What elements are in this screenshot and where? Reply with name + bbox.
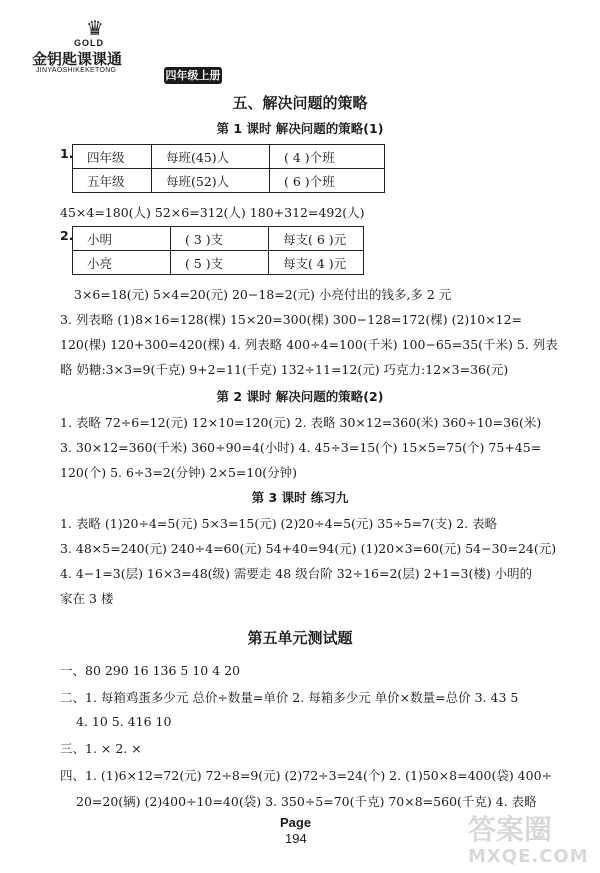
brand-pinyin: JINYAOSHIKEKETONG — [36, 67, 117, 74]
answer-line: 四、1. (1)6×12=72(元) 72÷8=9(元) (2)72÷3=24(个) 2. (1)50×8=400(袋) 400÷ — [60, 768, 553, 783]
table-cell: ( 4 )个班 — [270, 145, 385, 169]
lesson2-title: 第 2 课时 解决问题的策略(2) — [216, 389, 384, 404]
brand-name: 金钥匙课课通 — [32, 50, 123, 68]
answer-line: 一、80 290 16 136 5 10 4 20 — [60, 663, 241, 678]
table-cell: ( 6 )个班 — [270, 169, 385, 193]
answer-line: 3. 30×12=360(千米) 360÷90=4(小时) 4. 45÷3=15(个) 15×5=75(个) 75+45= — [60, 440, 542, 455]
answer-line: 4. 4−1=3(层) 16×3=48(级) 需要走 48 级台阶 32÷16=2(层) 2+1=3(楼) 小明的 — [60, 566, 533, 581]
class-count-table — [72, 144, 385, 193]
logo-gold-text: GOLD — [74, 38, 104, 48]
table-row — [73, 251, 364, 275]
pen-price-table — [72, 226, 364, 275]
section-title: 五、解决问题的策略 — [232, 94, 368, 112]
lesson1-title: 第 1 课时 解决问题的策略(1) — [216, 121, 384, 136]
answer-line: 三、1. × 2. × — [60, 741, 142, 756]
table-cell: 小亮 — [73, 251, 171, 275]
answer-line: 1. 表略 72÷6=12(元) 12×10=120(元) 2. 表略 30×12=360(米) 360÷10=36(米) — [60, 415, 542, 430]
table-cell: ( 5 )支 — [171, 251, 269, 275]
answer-line: 45×4=180(人) 52×6=312(人) 180+312=492(人) — [60, 205, 365, 220]
watermark-logo: 答案圈 — [468, 813, 553, 846]
answer-line: 1. 表略 (1)20÷4=5(元) 5×3=15(元) (2)20÷4=5(元) 35÷5=7(支) 2. 表略 — [60, 516, 498, 531]
watermark-url: MXQE.COM — [468, 846, 589, 867]
answer-line: 120(棵) 120+300=420(棵) 4. 列表略 400÷4=100(千米) 100−65=35(千米) 5. 列表 — [60, 337, 558, 352]
unit-test-title: 第五单元测试题 — [247, 629, 353, 647]
crown-icon: ♛ — [86, 16, 104, 40]
table-cell: 每支( 6 )元 — [269, 227, 364, 251]
table-cell: 五年级 — [73, 169, 152, 193]
answer-line: 二、1. 每箱鸡蛋多少元 总价÷数量=单价 2. 每箱多少元 单价×数量=总价 3. 43 5 — [60, 690, 519, 705]
lesson3-title: 第 3 课时 练习九 — [251, 490, 349, 505]
answer-line: 略 奶糖:3×3=9(千克) 9+2=11(千克) 132÷11=12(元) 巧克力:12×3=36(元) — [60, 362, 509, 377]
answer-line: 3×6=18(元) 5×4=20(元) 20−18=2(元) 小亮付出的钱多,多 2 元 — [74, 287, 452, 302]
answer-line: 3. 48×5=240(元) 240÷4=60(元) 54+40=94(元) (1)20×3=60(元) 54−30=24(元) — [60, 541, 557, 556]
page-label: Page — [280, 815, 312, 830]
page-number: 194 — [285, 831, 307, 846]
answer-line: 20=20(辆) (2)400÷10=40(袋) 3. 350÷5=70(千克) 70×8=560(千克) 4. 表略 — [76, 794, 537, 809]
table-cell: 每班(52)人 — [152, 169, 270, 193]
brand-logo — [28, 16, 221, 82]
question-number: 1. — [60, 146, 74, 161]
table-cell: 每班(45)人 — [152, 145, 270, 169]
grade-badge: 四年级上册 — [165, 69, 221, 82]
table-cell: 四年级 — [73, 145, 152, 169]
answer-line: 4. 10 5. 416 10 — [76, 714, 172, 729]
question-number: 2. — [60, 228, 74, 243]
answer-line: 家在 3 楼 — [60, 591, 114, 606]
answer-line: 3. 列表略 (1)8×16=128(棵) 15×20=300(棵) 300−128=172(棵) (2)10×12= — [60, 312, 523, 327]
table-row — [73, 169, 385, 193]
table-cell: ( 3 )支 — [171, 227, 269, 251]
table-row — [73, 145, 385, 169]
table-row — [73, 227, 364, 251]
answer-line: 120(个) 5. 6÷3=2(分钟) 2×5=10(分钟) — [60, 465, 298, 480]
table-cell: 每支( 4 )元 — [269, 251, 364, 275]
table-cell: 小明 — [73, 227, 171, 251]
